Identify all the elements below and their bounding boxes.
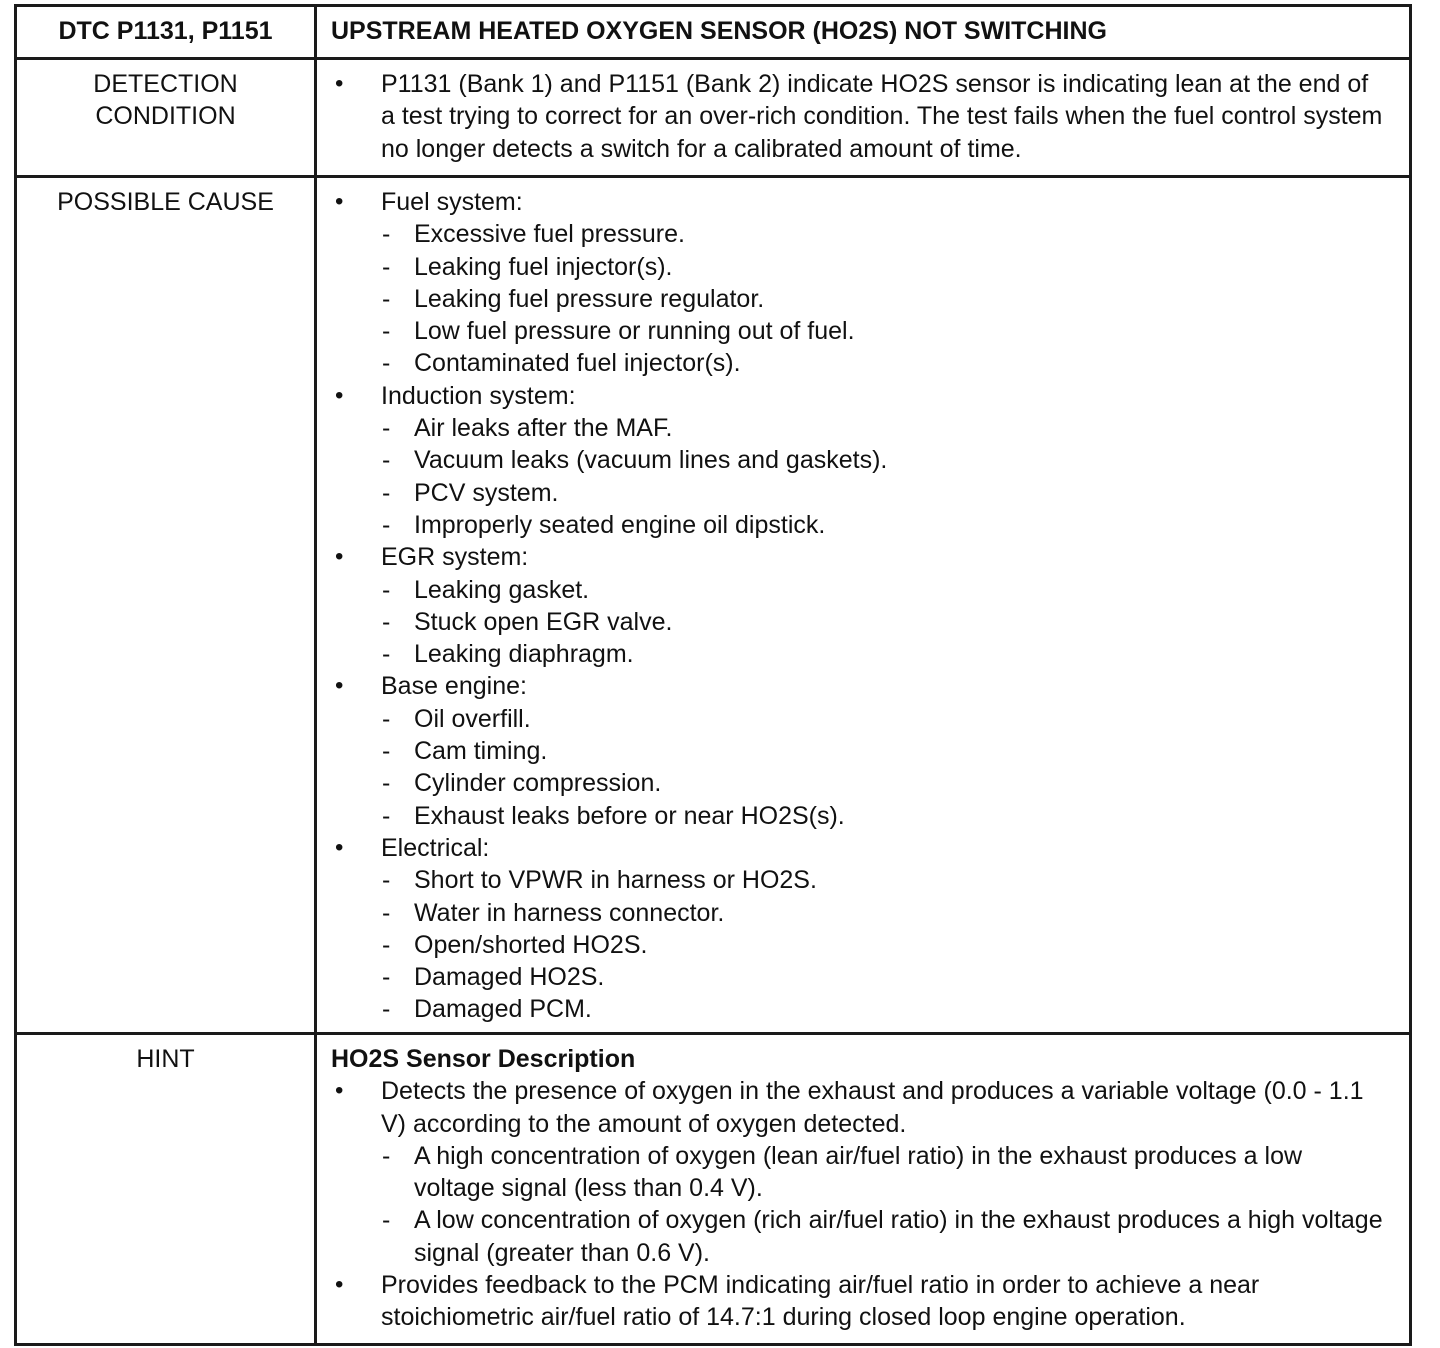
cause-group-title: • EGR system: xyxy=(381,543,529,572)
cause-sub-list xyxy=(381,218,1389,379)
cause-item: - Excessive fuel pressure. xyxy=(381,218,1389,250)
cause-sub-list xyxy=(381,412,1389,541)
cause-item: - Stuck open EGR valve. xyxy=(381,606,1389,638)
cause-item: - PCV system. xyxy=(381,477,1389,509)
cause-item: - Vacuum leaks (vacuum lines and gaskets). xyxy=(381,444,1389,476)
cause-group-base-engine xyxy=(331,670,1389,831)
dtc-title-cell xyxy=(316,6,1411,59)
dtc-code-cell xyxy=(16,6,316,59)
detection-label-cell xyxy=(16,59,316,177)
cause-item: - Open/shorted HO2S. xyxy=(381,929,1389,961)
cause-item: - Leaking diaphragm. xyxy=(381,638,1389,670)
cause-item: - Contaminated fuel injector(s). xyxy=(381,347,1389,379)
cause-item: - Air leaks after the MAF. xyxy=(381,412,1389,444)
possible-cause-label: POSSIBLE CAUSE xyxy=(57,188,274,216)
cause-item: - Leaking fuel injector(s). xyxy=(381,251,1389,283)
hint-sub-item: - A high concentration of oxygen (lean air/fuel ratio) in the exhaust produces a low voltage signal (less than 0.4 V). xyxy=(381,1140,1389,1205)
cause-group-title: • Electrical: xyxy=(381,833,490,862)
hint-bullet: • Provides feedback to the PCM indicating air/fuel ratio in order to achieve a near stoichiometric air/fuel ratio of 14.7:1 during closed loop engine operation. xyxy=(331,1269,1389,1334)
hint-sub-list xyxy=(381,1140,1389,1269)
detection-list xyxy=(317,60,1409,165)
possible-cause-row xyxy=(16,177,1411,1034)
cause-item: - Water in harness connector. xyxy=(381,897,1389,929)
cause-sub-list xyxy=(381,864,1389,1025)
cause-sub-list xyxy=(381,703,1389,832)
cause-group-egr xyxy=(331,541,1389,670)
possible-cause-list xyxy=(317,178,1409,1026)
cause-item: - Improperly seated engine oil dipstick. xyxy=(381,509,1389,541)
cause-sub-list xyxy=(381,574,1389,671)
hint-title: HO2S Sensor Description xyxy=(331,1045,636,1073)
detection-label-line2: CONDITION xyxy=(95,102,236,130)
cause-group-electrical xyxy=(331,832,1389,1026)
cause-item: - Leaking fuel pressure regulator. xyxy=(381,283,1389,315)
hint-row xyxy=(16,1034,1411,1345)
dtc-title: UPSTREAM HEATED OXYGEN SENSOR (HO2S) NOT SWITCHING xyxy=(331,17,1107,45)
hint-label-cell xyxy=(16,1034,316,1345)
cause-item: - Damaged HO2S. xyxy=(381,961,1389,993)
detection-content-cell xyxy=(316,59,1411,177)
dtc-code-label: DTC P1131, P1151 xyxy=(58,17,273,45)
detection-text: • P1131 (Bank 1) and P1151 (Bank 2) indicate HO2S sensor is indicating lean at the end of a test trying to correct for an over-rich condition. The test fails when the fuel control system no longer detects a switch for a calibrated amount of time. xyxy=(331,68,1389,165)
hint-content-cell xyxy=(316,1034,1411,1345)
detection-row xyxy=(16,59,1411,177)
cause-item: - Short to VPWR in harness or HO2S. xyxy=(381,864,1389,896)
cause-group-title: • Induction system: xyxy=(381,381,576,410)
cause-item: - Cylinder compression. xyxy=(381,767,1389,799)
cause-item: - Damaged PCM. xyxy=(381,993,1389,1025)
detection-label-line1: DETECTION xyxy=(93,70,238,98)
cause-item: - Exhaust leaks before or near HO2S(s). xyxy=(381,800,1389,832)
hint-sub-item: - A low concentration of oxygen (rich air/fuel ratio) in the exhaust produces a high voltage signal (greater than 0.6 V). xyxy=(381,1204,1389,1269)
cause-group-title: • Fuel system: xyxy=(381,188,523,216)
possible-cause-label-cell xyxy=(16,177,316,1034)
dtc-table xyxy=(14,4,1412,1346)
hint-list xyxy=(317,1075,1409,1333)
cause-group-fuel xyxy=(331,186,1389,380)
hint-label: HINT xyxy=(136,1045,195,1073)
hint-bullet-text: • Detects the presence of oxygen in the exhaust and produces a variable voltage (0.0 - 1.1 V) according to the amount of oxygen detected. xyxy=(381,1077,1364,1138)
cause-item: - Low fuel pressure or running out of fuel. xyxy=(381,315,1389,347)
possible-cause-content-cell xyxy=(316,177,1411,1034)
cause-item: - Oil overfill. xyxy=(381,703,1389,735)
hint-bullet xyxy=(331,1075,1389,1269)
cause-item: - Leaking gasket. xyxy=(381,574,1389,606)
cause-item: - Cam timing. xyxy=(381,735,1389,767)
cause-group-title: • Base engine: xyxy=(381,672,527,701)
header-row xyxy=(16,6,1411,59)
cause-group-induction xyxy=(331,380,1389,541)
